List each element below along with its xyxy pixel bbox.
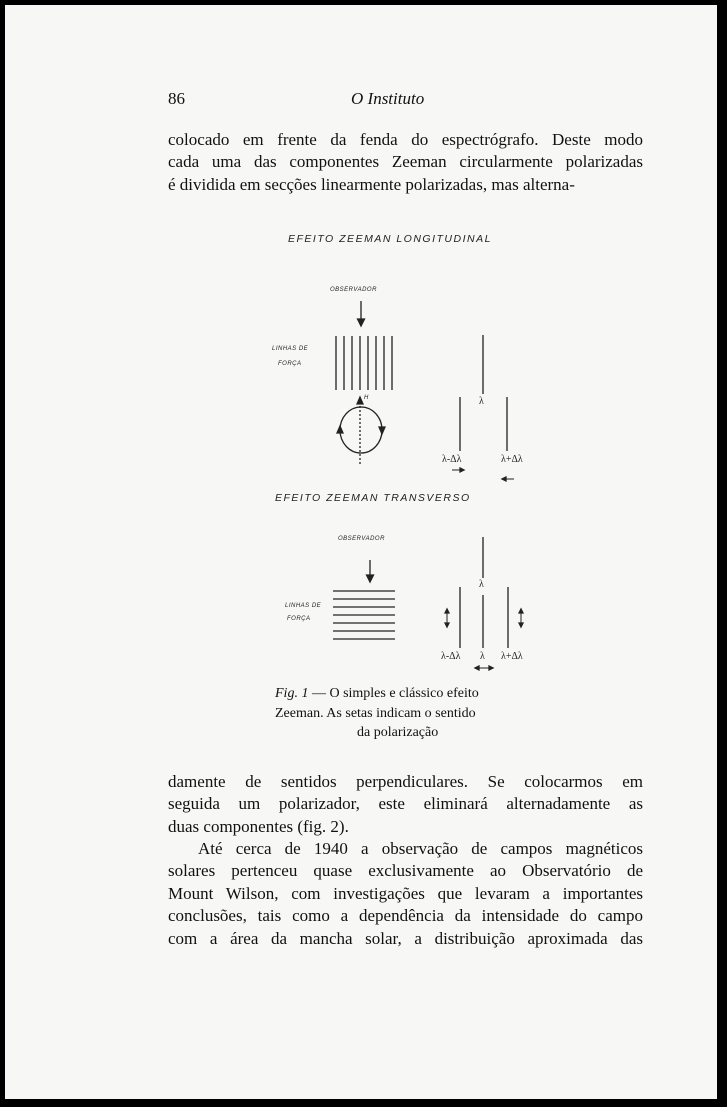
label-lambda-plus-t: λ+Δλ: [501, 651, 523, 662]
text-line: damente de sentidos perpendiculares. Se colocarmos em: [168, 772, 643, 791]
paragraph-last: [168, 838, 643, 950]
label-observer-trans: OBSERVADOR: [338, 536, 385, 542]
label-field-lines-2: FORÇA: [278, 361, 302, 367]
arrowhead: [379, 427, 385, 434]
polarization-circle: [340, 407, 382, 453]
running-title: O Instituto: [351, 89, 425, 108]
text-line: Mount Wilson, com investigações que levaram a importantes: [168, 883, 643, 903]
arrowhead: [357, 397, 363, 404]
label-field-lines-2-t: FORÇA: [287, 616, 311, 622]
label-lambda-center: λ: [480, 651, 485, 662]
label-lambda-minus: λ-Δλ: [442, 454, 462, 465]
arrowhead: [358, 319, 365, 326]
caption-line-3: da polarização: [357, 725, 439, 740]
caption-line-2: Zeeman. As setas indicam o sentido: [275, 705, 476, 721]
title-longitudinal: EFEITO ZEEMAN LONGITUDINAL: [288, 233, 492, 245]
text-line: cada uma das componentes Zeeman circularmente polarizadas: [168, 152, 643, 172]
title-transverse: EFEITO ZEEMAN TRANSVERSO: [275, 492, 471, 504]
field-lines-vertical: [336, 336, 392, 390]
caption-fig-label: Fig. 1: [275, 686, 309, 701]
field-lines-horizontal: [333, 591, 395, 639]
text-line: Até cerca de 1940 a observação de campos magnéticos: [198, 839, 643, 858]
label-lambda: λ: [479, 396, 484, 407]
label-observer-long: OBSERVADOR: [330, 287, 377, 293]
text-line: com a área da mancha solar, a distribuição aproximada das: [168, 928, 643, 948]
text-line: colocado em frente da fenda do espectrógrafo. Deste modo: [168, 130, 643, 149]
book-page: [5, 5, 717, 1099]
label-h: H: [364, 395, 369, 401]
text-line: seguida um polarizador, este eliminará alternadamente as: [168, 794, 643, 814]
arrowhead: [367, 575, 374, 582]
text-line: é dividida em secções linearmente polarizadas, mas alterna-: [168, 174, 575, 194]
label-lambda-top: λ: [479, 579, 484, 590]
label-lambda-plus: λ+Δλ: [501, 454, 523, 465]
arrowhead: [337, 426, 343, 433]
paragraph-bottom: [168, 771, 643, 838]
caption-line-1: — O simples e clássico efeito: [308, 686, 479, 701]
text-line: solares pertenceu quase exclusivamente ao Observatório de: [168, 861, 643, 881]
page-number: 86: [168, 89, 185, 108]
figure-caption: [275, 684, 545, 743]
label-field-lines-1: LINHAS DE: [272, 346, 309, 352]
label-lambda-minus-t: λ-Δλ: [441, 651, 461, 662]
text-line: conclusões, tais como a dependência da intensidade do campo: [168, 906, 643, 926]
text-line: duas componentes (fig. 2).: [168, 816, 349, 836]
label-field-lines-1-t: LINHAS DE: [285, 603, 322, 609]
